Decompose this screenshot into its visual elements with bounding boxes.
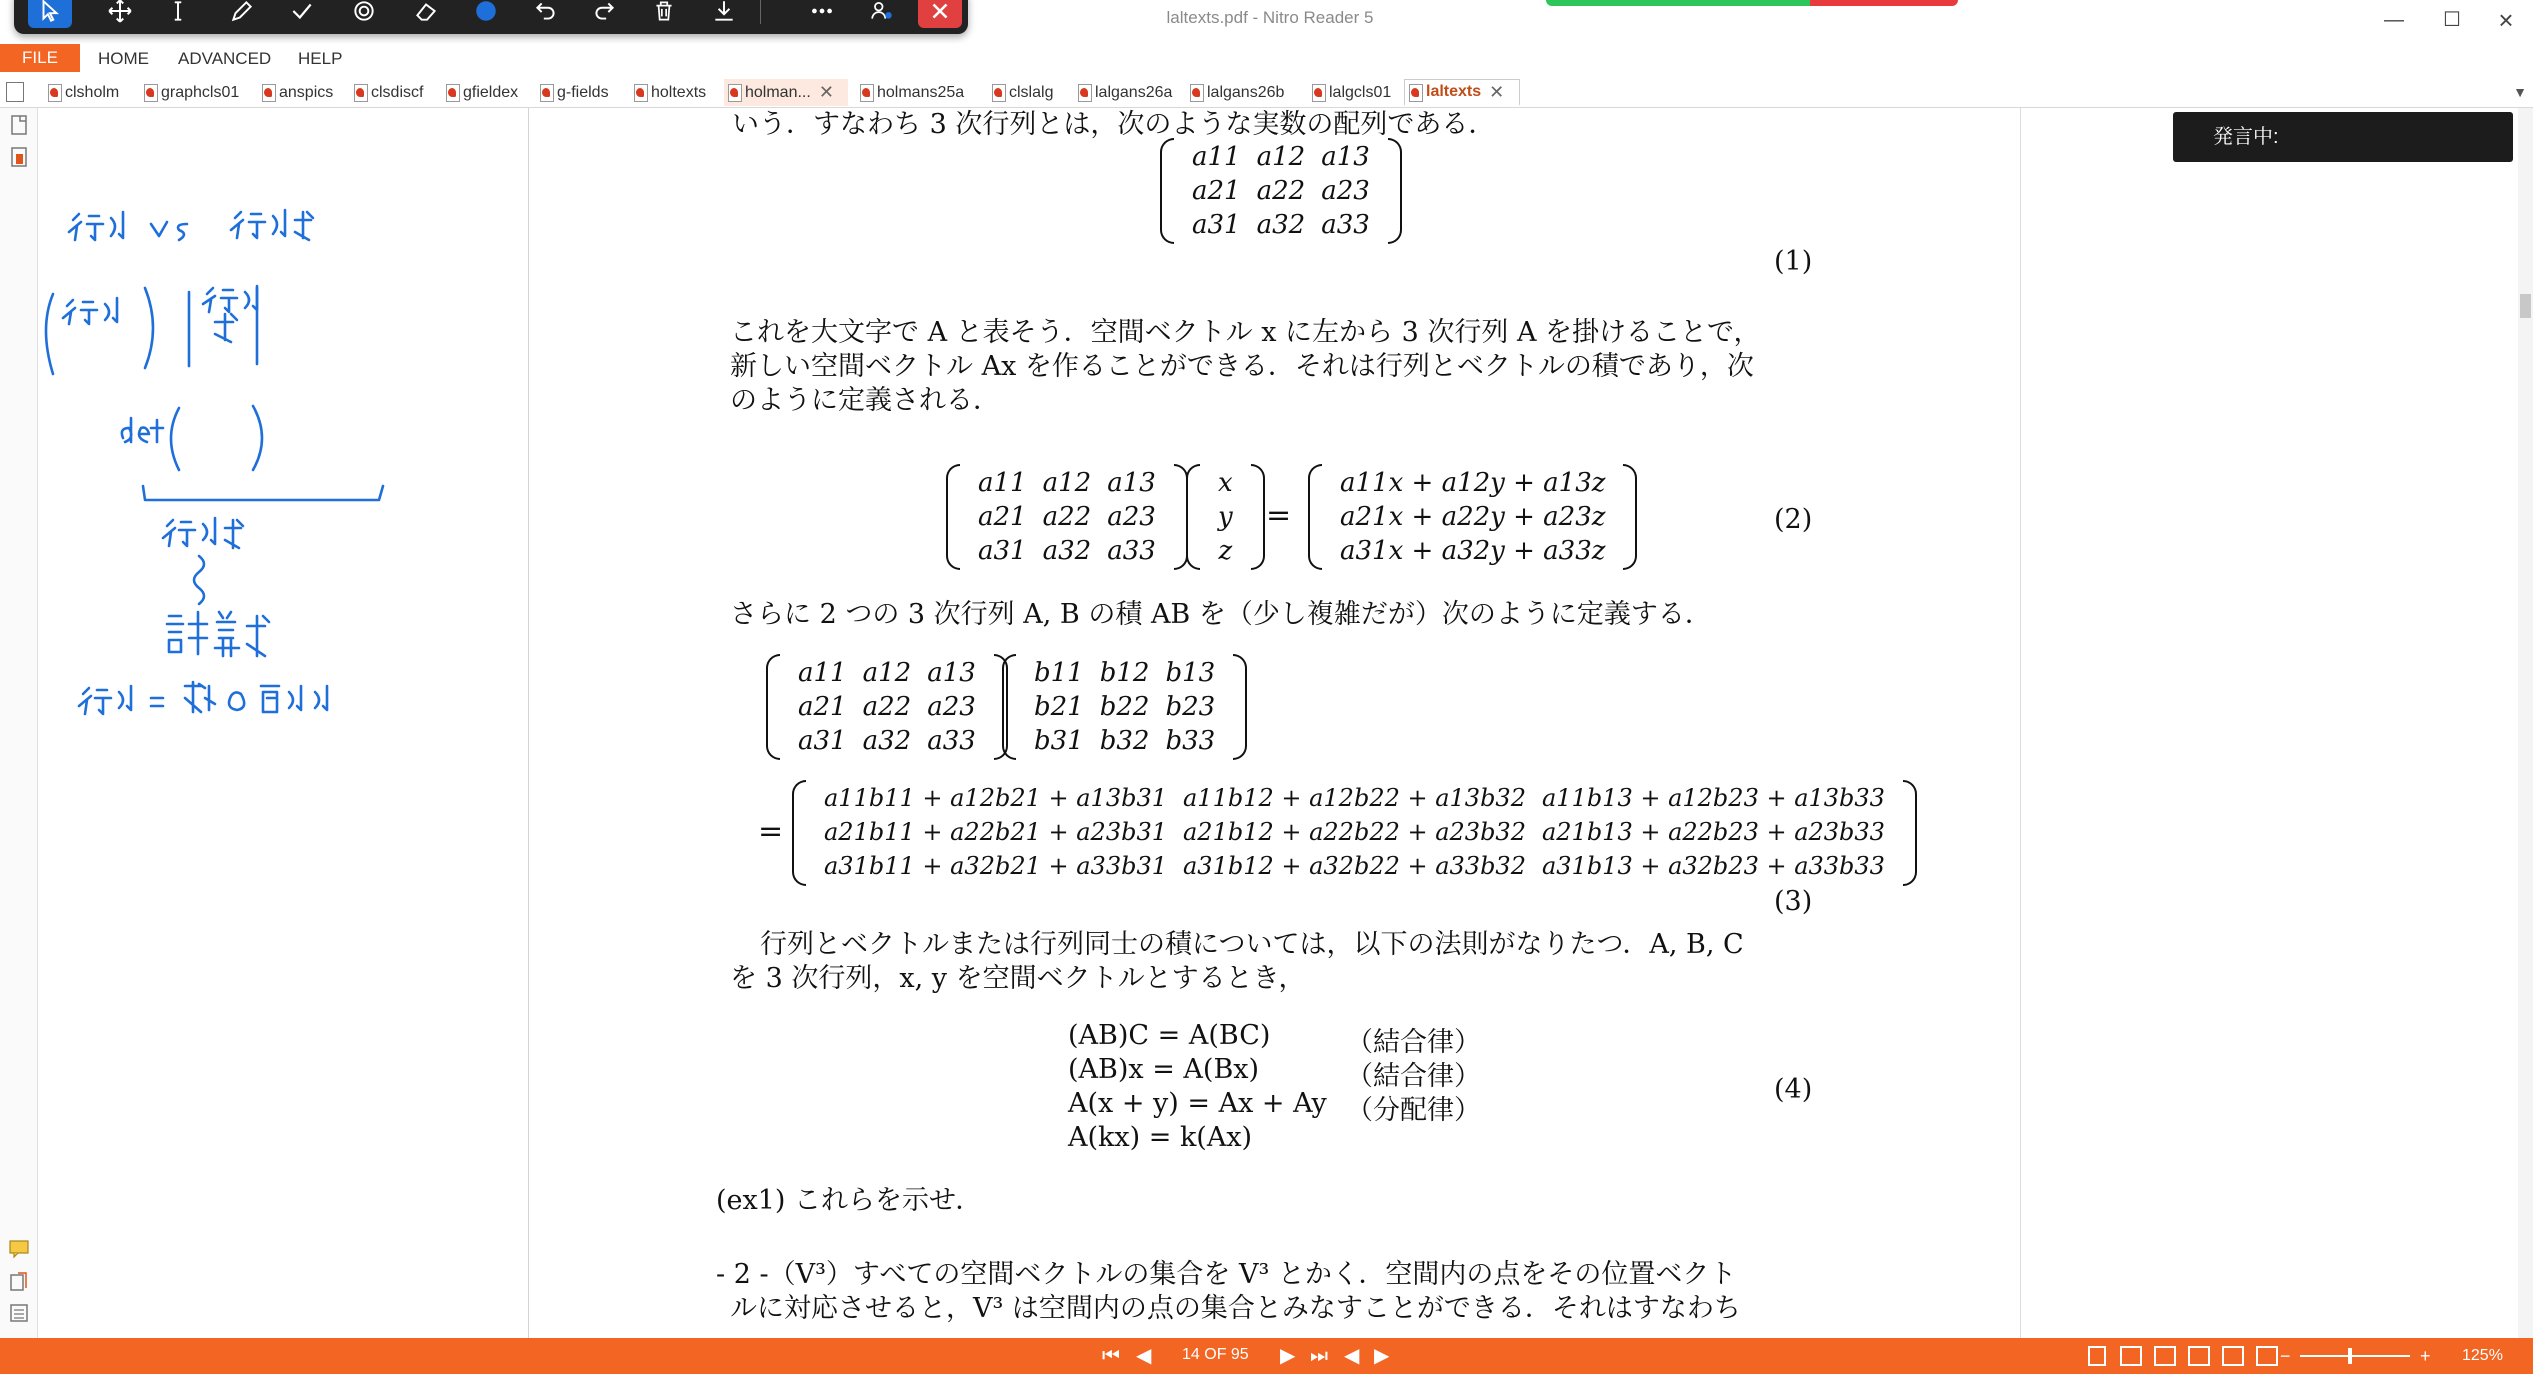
paragraph-line: さらに 2 つの 3 次行列 A, B の積 AB を（少し複雑だが）次のように定義する．: [730, 599, 1712, 630]
layers-panel-icon[interactable]: [8, 1302, 30, 1324]
matrix-cell: a11b12 + a12b22 + a13b32: [1182, 784, 1526, 812]
trash-icon: [651, 0, 677, 24]
facing-continuous-view-icon[interactable]: [2188, 1346, 2210, 1366]
speaking-indicator: 発言中:: [2173, 112, 2513, 162]
matrix-cell: x: [1218, 468, 1233, 498]
close-icon: [927, 0, 953, 24]
matrix-cell: a12: [1256, 142, 1306, 172]
matrix-cell: a11: [798, 658, 847, 688]
last-page-button[interactable]: ⏭: [1310, 1345, 1328, 1367]
tab-close-icon[interactable]: ✕: [1489, 81, 1505, 102]
eraser-tool-button[interactable]: [404, 0, 448, 28]
tab-close-icon[interactable]: ✕: [818, 82, 834, 102]
tab-lalgans26a[interactable]: lalgans26a: [1074, 79, 1172, 106]
menu-home[interactable]: HOME: [98, 49, 149, 68]
pen-toolbar: [14, 0, 968, 34]
matrix-cell: b11: [1034, 658, 1084, 688]
matrix-cell: y: [1218, 502, 1233, 532]
move-tool-button[interactable]: [98, 0, 142, 28]
equation-number-4: (4): [1774, 1074, 1813, 1105]
matrix-cell: a21: [798, 692, 847, 722]
tab-lalgcls01[interactable]: lalgcls01: [1308, 79, 1391, 106]
equals-sign: =: [1266, 498, 1292, 533]
scrollbar-thumb[interactable]: [2520, 294, 2531, 318]
matrix-cell: b33: [1165, 726, 1216, 756]
first-page-button[interactable]: ⏮: [1102, 1345, 1120, 1367]
more-dots-icon: [809, 0, 835, 24]
matrix-cell: a21b13 + a22b23 + a23b33: [1541, 818, 1885, 846]
tab-holmans25a[interactable]: holmans25a: [856, 79, 964, 106]
matrix-cell: a21: [978, 502, 1027, 532]
user-pen-icon: [869, 0, 895, 24]
paragraph-line: ルに対応させると，V³ は空間内の点の集合とみなすことができる．それはすなわち: [730, 1293, 1741, 1324]
pdf-file-icon: [48, 84, 61, 101]
pdf-file-icon: [540, 84, 553, 101]
tab-laltexts-active[interactable]: laltexts ✕: [1404, 79, 1520, 106]
tabs-overflow-icon[interactable]: ▼: [2513, 84, 2527, 100]
exercise-line: (ex1) これらを示せ．: [716, 1185, 983, 1216]
select-tool-button[interactable]: [28, 0, 72, 28]
paragraph-line: これを大文字で A と表そう．空間ベクトル x に左から 3 次行列 A を掛けることで，: [730, 317, 1761, 348]
matrix-cell: a21b12 + a22b22 + a23b32: [1182, 818, 1526, 846]
attachments-panel-icon[interactable]: [8, 1270, 30, 1292]
right-panel: [2020, 108, 2520, 1338]
matrix-cell: a32: [1256, 210, 1306, 240]
matrix-cell: a23: [927, 692, 976, 722]
matrix-cell: b12: [1099, 658, 1150, 688]
handwritten-notes-drawing: [39, 108, 529, 1338]
law-name: （分配律）: [1346, 1095, 1481, 1126]
matrix-cell: b13: [1165, 658, 1216, 688]
eraser-icon: [413, 0, 439, 24]
tab-holman-truncated[interactable]: holman... ✕: [724, 79, 848, 106]
previous-page-button[interactable]: ◀: [1136, 1345, 1152, 1367]
matrix-A-eq1: [1160, 138, 1402, 244]
equation-number-1: (1): [1774, 246, 1813, 277]
window-title: laltexts.pdf - Nitro Reader 5: [1166, 8, 1374, 27]
side-rail: [0, 108, 38, 1338]
tab-clsdiscf[interactable]: clsdiscf: [350, 79, 423, 106]
matrix-B-eq3: [1002, 654, 1247, 760]
matrix-cell: a22: [1256, 176, 1306, 206]
matrix-cell: a31x + a32y + a33z: [1340, 536, 1606, 566]
matrix-cell: a31b12 + a32b22 + a33b32: [1182, 852, 1526, 880]
result-matrix-eq3: [792, 780, 1917, 886]
handwritten-notes-panel[interactable]: [39, 108, 529, 1338]
matrix-cell: a32: [862, 726, 912, 756]
matrix-cell: a33: [1107, 536, 1156, 566]
check-tool-button[interactable]: [280, 0, 324, 28]
tab-anspics[interactable]: anspics: [258, 79, 333, 106]
pdf-file-icon: [446, 84, 459, 101]
redo-icon: [591, 0, 617, 24]
next-view-icon[interactable]: ▶: [1374, 1345, 1390, 1367]
pdf-page: [530, 108, 2020, 1338]
text-cursor-tool-button[interactable]: [156, 0, 200, 28]
equation-number-2: (2): [1774, 504, 1813, 535]
stamp-tool-button[interactable]: [342, 0, 386, 28]
fit-width-icon[interactable]: [2222, 1346, 2244, 1366]
pdf-file-icon: [992, 84, 1005, 101]
zoom-slider-thumb[interactable]: [2348, 1348, 2352, 1364]
progress-bar-green: [1546, 0, 1810, 6]
equals-sign: =: [758, 814, 784, 849]
paragraph-line: いう．すなわち 3 次行列とは，次のような実数の配列である．: [732, 109, 1496, 140]
more-options-button[interactable]: [800, 0, 844, 28]
paragraph-line: を 3 次行列，x, y を空間ベクトルとするとき，: [730, 963, 1306, 994]
download-button[interactable]: [702, 0, 746, 28]
matrix-cell: a23: [1321, 176, 1370, 206]
zoom-slider[interactable]: [2300, 1355, 2410, 1357]
vector-xyz: [1186, 464, 1265, 570]
matrix-cell: a11b11 + a12b21 + a13b31: [824, 784, 1167, 812]
pen-tool-button[interactable]: [220, 0, 264, 28]
law-name: （結合律）: [1346, 1061, 1481, 1092]
delete-button[interactable]: [642, 0, 686, 28]
vertical-scrollbar[interactable]: [2518, 108, 2533, 1338]
minimize-button[interactable]: —: [2384, 9, 2404, 31]
maximize-button[interactable]: ☐: [2443, 9, 2461, 31]
menu-advanced[interactable]: ADVANCED: [178, 49, 272, 68]
cursor-arrow-icon: [37, 0, 63, 24]
matrix-cell: z: [1218, 536, 1233, 566]
comments-panel-icon[interactable]: [8, 1238, 30, 1260]
matrix-cell: a22: [862, 692, 912, 722]
target-icon: [351, 0, 377, 24]
close-toolbar-button[interactable]: [918, 0, 962, 28]
matrix-cell: a22: [1042, 502, 1092, 532]
toolbar-divider: [760, 0, 761, 24]
fit-page-icon[interactable]: [2256, 1346, 2278, 1366]
tab-graphcls01[interactable]: graphcls01: [140, 79, 239, 106]
zoom-level[interactable]: 125%: [2462, 1347, 2503, 1364]
bookmarks-panel-icon[interactable]: [8, 146, 30, 168]
matrix-cell: a32: [1042, 536, 1092, 566]
law-name: （結合律）: [1346, 1027, 1481, 1058]
text-cursor-icon: [165, 0, 191, 24]
matrix-cell: a13: [1321, 142, 1370, 172]
result-vector-eq2: [1308, 464, 1637, 570]
paragraph-line: のように定義される．: [730, 385, 1000, 416]
matrix-cell: a21b11 + a22b21 + a23b31: [824, 818, 1167, 846]
color-dot-icon: [473, 0, 499, 24]
pdf-file-icon: [728, 84, 741, 101]
matrix-cell: b32: [1099, 726, 1150, 756]
move-icon: [107, 0, 133, 24]
matrix-cell: a33: [927, 726, 976, 756]
previous-view-icon[interactable]: ◀: [1344, 1345, 1360, 1367]
checkmark-icon: [289, 0, 315, 24]
matrix-cell: a31b13 + a32b23 + a33b33: [1541, 852, 1885, 880]
matrix-cell: a12: [1042, 468, 1092, 498]
pdf-file-icon: [1312, 84, 1325, 101]
tab-gfieldex[interactable]: gfieldex: [442, 79, 518, 106]
matrix-cell: b21: [1034, 692, 1084, 722]
status-bar: [0, 1338, 2533, 1374]
paragraph-line: - 2 -（V³）すべての空間ベクトルの集合を V³ とかく．空間内の点をその位置ベクト: [716, 1259, 1737, 1290]
tab-lalgans26b[interactable]: lalgans26b: [1186, 79, 1284, 106]
document-view[interactable]: [530, 108, 2020, 1338]
equation-number-3: (3): [1774, 886, 1813, 917]
matrix-cell: a13: [927, 658, 976, 688]
matrix-cell: a11b13 + a12b23 + a13b33: [1541, 784, 1885, 812]
pen-icon: [229, 0, 255, 24]
undo-icon: [533, 0, 559, 24]
page-indicator[interactable]: 14 OF 95: [1182, 1346, 1249, 1363]
pdf-file-icon: [860, 84, 873, 101]
matrix-cell: a21: [1192, 176, 1241, 206]
facing-view-icon[interactable]: [2154, 1346, 2176, 1366]
law-formula: A(x + y) = Ax + Ay: [1068, 1088, 1327, 1119]
matrix-A-eq3: [766, 654, 1008, 760]
matrix-cell: a12: [862, 658, 912, 688]
undo-button[interactable]: [524, 0, 568, 28]
law-formula: (AB)x = A(Bx): [1068, 1054, 1260, 1085]
matrix-A-eq2: [946, 464, 1188, 570]
matrix-cell: a21x + a22y + a23z: [1340, 502, 1606, 532]
matrix-cell: a31b11 + a32b21 + a33b31: [824, 852, 1167, 880]
pdf-file-icon: [354, 84, 367, 101]
matrix-cell: b31: [1034, 726, 1084, 756]
matrix-cell: b23: [1165, 692, 1216, 722]
pdf-file-icon: [1409, 84, 1422, 101]
menu-help[interactable]: HELP: [298, 49, 343, 68]
paragraph-line: 行列とベクトルまたは行列同士の積については，以下の法則がなりたつ．A, B, C: [760, 929, 1744, 960]
matrix-cell: a31: [978, 536, 1027, 566]
paragraph-line: 新しい空間ベクトル Ax を作ることができる．それは行列とベクトルの積であり，次: [730, 351, 1754, 382]
pdf-file-icon: [634, 84, 647, 101]
close-window-button[interactable]: ×: [2498, 5, 2514, 35]
single-page-view-icon[interactable]: [2088, 1346, 2106, 1366]
next-page-button[interactable]: ▶: [1280, 1345, 1296, 1367]
zoom-in-button[interactable]: +: [2420, 1346, 2431, 1366]
matrix-cell: a33: [1321, 210, 1370, 240]
matrix-cell: a11x + a12y + a13z: [1340, 468, 1606, 498]
continuous-view-icon[interactable]: [2120, 1346, 2142, 1366]
menu-file[interactable]: FILE: [0, 44, 80, 72]
tab-clsholm[interactable]: clsholm: [44, 79, 119, 106]
matrix-cell: a23: [1107, 502, 1156, 532]
pdf-file-icon: [262, 84, 275, 101]
matrix-cell: a31: [798, 726, 847, 756]
tab-g-fields[interactable]: g-fields: [536, 79, 609, 106]
tab-holtexts[interactable]: holtexts: [630, 79, 706, 106]
pdf-file-icon: [1190, 84, 1203, 101]
pages-panel-icon[interactable]: [8, 114, 30, 136]
tab-clslalg[interactable]: clslalg: [988, 79, 1053, 106]
share-pen-button[interactable]: [860, 0, 904, 28]
matrix-cell: b22: [1099, 692, 1150, 722]
panel-toggle-icon[interactable]: [6, 82, 24, 102]
law-formula: (AB)C = A(BC): [1068, 1020, 1271, 1051]
law-formula: A(kx) = k(Ax): [1068, 1122, 1253, 1153]
download-icon: [711, 0, 737, 24]
matrix-cell: a11: [1192, 142, 1241, 172]
menu-bar: [0, 44, 2533, 72]
pdf-file-icon: [144, 84, 157, 101]
matrix-cell: a11: [978, 468, 1027, 498]
redo-button[interactable]: [582, 0, 626, 28]
color-picker-button[interactable]: [464, 0, 508, 28]
matrix-cell: a13: [1107, 468, 1156, 498]
zoom-out-button[interactable]: −: [2280, 1346, 2291, 1366]
progress-bar-red: [1810, 0, 1958, 6]
document-tab-bar: [0, 76, 2533, 108]
pdf-file-icon: [1078, 84, 1091, 101]
matrix-cell: a31: [1192, 210, 1241, 240]
